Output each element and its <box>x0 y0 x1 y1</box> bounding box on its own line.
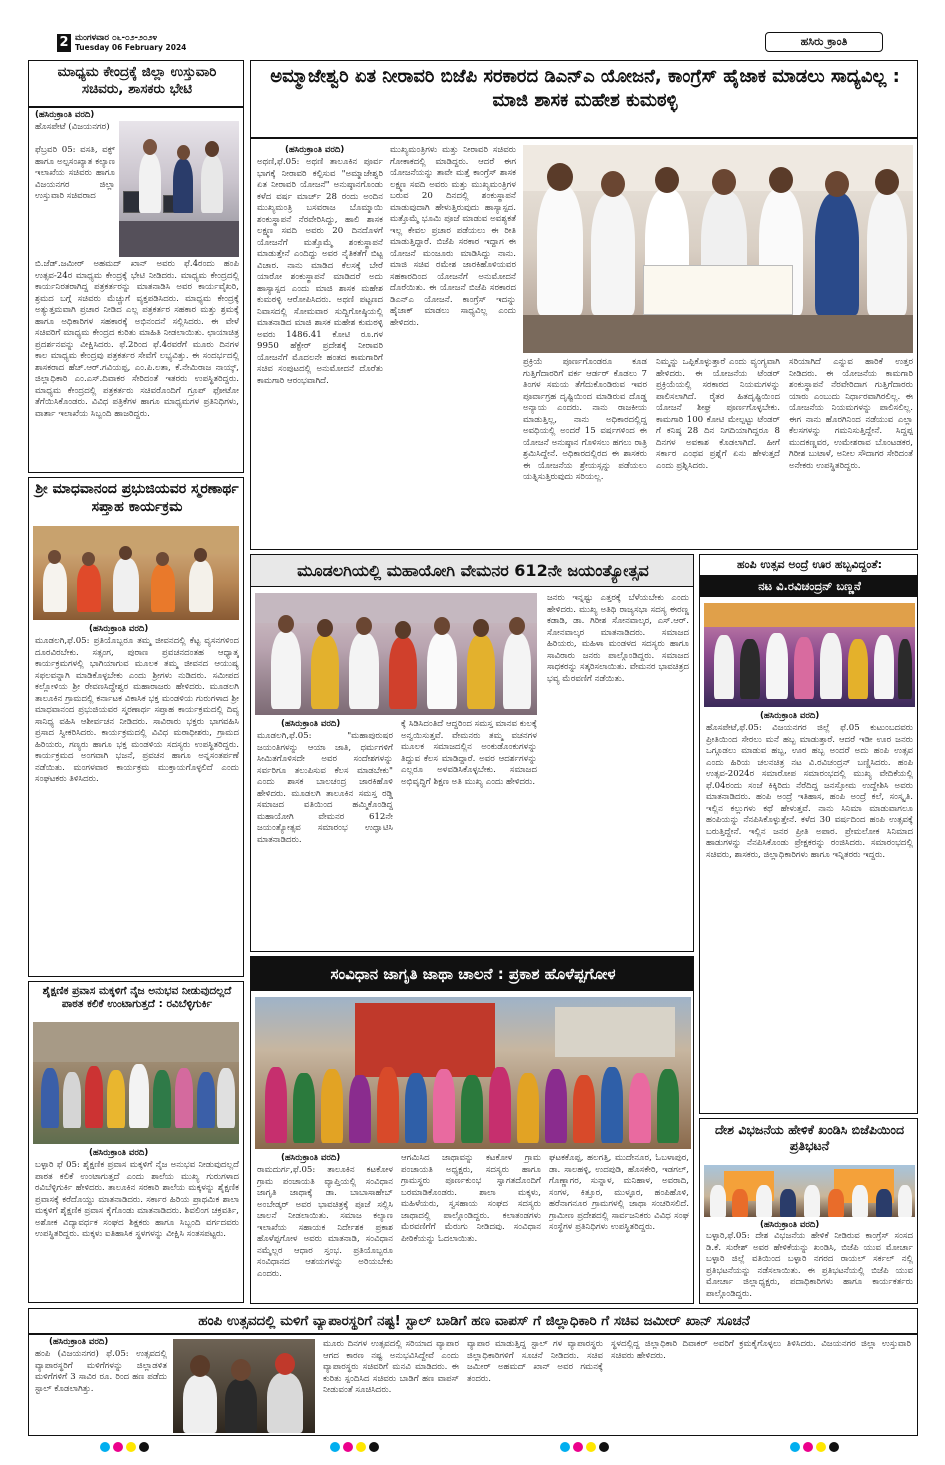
byline: (ಹಸಿರುಕ್ರಾಂತಿ ವರದಿ) <box>89 1148 149 1158</box>
body-col-4: ಸ್ಥಳದಲ್ಲಿದ್ದ ಜಿಲ್ಲಾಧಿಕಾರಿ ದಿವಾಕರ್ ಅವರಿಗೆ ಕ್ರಮಕೈಗೊಳ್ಳಲು ತಿಳಿಸಿದರು. ವಿಜಯನಗರ ಜಿಲ್ಲಾ ಉಸ್ತುವಾರಿ ಸಚಿವರು ಹೇಳಿದರು. <box>611 1339 911 1361</box>
photo-minister-media-centre <box>119 121 239 257</box>
registration-dot <box>343 1442 353 1452</box>
body: ಮೂಡಲಗಿ,ಫೆ.05: ಪ್ರತಿಯೊಬ್ಬರೂ ತಮ್ಮ ಜೀವನದಲ್ಲಿ ಕೆಟ್ಟ ವ್ಯಸನಗಳಿಂದ ದೂರವಿರಬೇಕು. ಸತ್ಸಂಗ, ಪುರಾಣ ಪ್ರವಚನದಂತಹ ಆಧ್ಯಾತ್ಮ ಕಾರ್ಯಕ್ರಮಗಳಲ್ಲಿ ಭಾಗಿಯಾಗುವ ಮೂಲಕ ತಮ್ಮ ಜೀವನದ ಆಯುಷ್ಯ ಸಫಲವನ್ನಾಗಿ ಮಾಡಿಕೊಳ್ಳಬೇಕು ಎಂದು ಶ್ರೀಗಳು ನುಡಿದರು. ಸಮೀಪದ ಕಲ್ಲೋಳಿಯ ಶ್ರೀ ರೇವಣಸಿದ್ಧೇಶ್ವರ ಮಹಾರಾಜರು ಹೇಳಿದರು. ಮೂಡಲಗಿ ತಾಲೂಕಿನ ಗ್ರಾಮದಲ್ಲಿ ಕರ್ನಾಟಕ ವಿಕಾಸಿಕ ಭಕ್ತ ಮಂಡಳಿಯ ಗುರುಗಳಾದ ಶ್ರೀ ಮಾಧವಾನಂದ ಪ್ರಭುಜಿಯವರ ಸ್ಮರಣಾರ್ಥ ಸಪ್ತಾಹ ಕಾರ್ಯಕ್ರಮದಲ್ಲಿ ದಿವ್ಯ ಸಾನಿಧ್ಯ ವಹಿಸಿ ಆಶೀರ್ವಚನ ನೀಡಿದರು. ಸಾವಿರಾರು ಭಕ್ತರು ಭಾಗವಹಿಸಿ ಪ್ರಸಾದ ಸ್ವೀಕರಿಸಿದರು. ಕಾರ್ಯಕ್ರಮದಲ್ಲಿ ವಿವಿಧ ಮಠಾಧೀಶರು, ಗ್ರಾಮದ ಹಿರಿಯರು, ಗಣ್ಯರು ಹಾಗೂ ಭಕ್ತ ಮಂಡಳಿಯ ಸದಸ್ಯರು ಉಪಸ್ಥಿತರಿದ್ದರು. ಕಾರ್ಯಕ್ರಮದ ಅಂಗವಾಗಿ ಭಜನೆ, ಪ್ರವಚನ ಹಾಗೂ ಅನ್ನಸಂತರ್ಪಣೆ ನಡೆಯಿತು. ಮಂಗಳವಾರ ಕಾರ್ಯಕ್ರಮ ಮುಕ್ತಾಯಗೊಳ್ಳಲಿದೆ ಎಂದು ಸಂಘಟಕರು ತಿಳಿಸಿದರು. <box>35 636 239 785</box>
headline: ಹಂಪಿ ಉತ್ಸವದಲ್ಲಿ ಮಳಿಗೆ ವ್ಯಾಪಾರಸ್ಥರಿಗೆ ನಷ್ಟ! ಸ್ಟಾಲ್ ಬಾಡಿಗೆ ಹಣ ವಾಪಸ್ ಗೆ ಜಿಲ್ಲಾಧಿಕಾರಿ ಗೆ ಸಚಿವ ಜಮೀರ್ ಖಾನ್ ಸೂಚನೆ <box>198 1313 750 1329</box>
registration-marks <box>0 1440 945 1460</box>
body: ಹೊಸಪೇಟೆ,ಫೆ.05: ವಿಜಯನಗರ ಜಿಲ್ಲೆ ಫೆ.05 ಕುಟುಂಬದವರು ಪ್ರೀತಿಯಿಂದ ಸೇರಲು ಮನೆ ಹಬ್ಬ ಮಾಡುತ್ತಾರೆ. ಆದರೆ ಇಡೀ ಊರ ಜನರು ಒಗ್ಗೂಡಲು ಮಾಡುವ ಹಬ್ಬ, ಊರ ಹಬ್ಬ ಅಂದರೆ ಅದು ಹಂಪಿ ಉತ್ಸವ ಎಂದು ಹಿರಿಯ ಚಲನಚಿತ್ರ ನಟ ವಿ.ರವಿಚಂದ್ರನ್ ಬಣ್ಣಿಸಿದರು. ಹಂಪಿ ಉತ್ಸವ-2024ರ ಸಮಾರೋಪ ಸಮಾರಂಭದಲ್ಲಿ ಮುಖ್ಯ ವೇದಿಕೆಯಲ್ಲಿ ಫೆ.04ರಂದು ಸಂಜೆ ಕಿಕ್ಕಿರಿದು ನೆರೆದಿದ್ದ ಜನಸ್ತೋಮ ಉದ್ದೇಶಿಸಿ ಅವರು ಮಾತನಾಡಿದರು. ಹಂಪಿ ಅಂದ್ರೆ ಇತಿಹಾಸ, ಹಂಪಿ ಅಂದ್ರೆ ಕಲೆ, ಸಂಸ್ಕೃತಿ. ಇಲ್ಲಿನ ಕಲ್ಲುಗಳು ಕಥೆ ಹೇಳುತ್ತವೆ. ನಾನು ಸಿನಿಮಾ ಮಾಡುವಾಗಲೂ ಹಂಪಿಯನ್ನು ನೆನಪಿಸಿಕೊಳ್ಳುತ್ತೇನೆ. ಕಳೆದ 30 ವರ್ಷದಿಂದ ಹಂಪಿ ಉತ್ಸವಕ್ಕೆ ಬರುತ್ತಿದ್ದೇನೆ. ಇಲ್ಲಿನ ಜನರ ಪ್ರೀತಿ ಅಪಾರ. ಪ್ರೇಮಲೋಕ ಸಿನಿಮಾದ ಹಾಡುಗಳನ್ನು ನೆನಪಿಸಿಕೊಂಡು ಪ್ರೇಕ್ಷಕರನ್ನು ರಂಜಿಸಿದರು. ಸಮಾರಂಭದಲ್ಲಿ ಸಚಿವರು, ಶಾಸಕರು, ಜಿಲ್ಲಾಧಿಕಾರಿಗಳು ಹಾಗೂ ಇನ್ನಿತರರು ಇದ್ದರು. <box>706 723 913 860</box>
date-english: Tuesday 06 February 2024 <box>75 43 187 52</box>
registration-dot <box>330 1442 340 1452</box>
registration-dot <box>560 1442 570 1452</box>
body-col-3b: ನಿಮ್ಮನ್ನು ಒಪ್ಪಿಕೊಳ್ಳುತ್ತಾರೆ ಎಂದು ವ್ಯಂಗ್ಯವಾಗಿ ಹೇಳಿದರು. ಈ ಯೋಜನೆಯ ಟೆಂಡರ್ ಪ್ರಕ್ರಿಯೆಯಲ್ಲಿ ಸರಕಾರದ ನಿಯಮಗಳನ್ನು ಪಾಲಿಸಲಾಗಿದೆ. ರೈತರ ಹಿತದೃಷ್ಟಿಯಿಂದ ಯೋಜನೆ ಶೀಘ್ರ ಪೂರ್ಣಗೊಳ್ಳಬೇಕು. ಕಾಮಗಾರಿ 100 ಕೋಟಿ ಮೇಲ್ಪಟ್ಟು ಟೆಂಡರ್ ಗೆ ಕನಿಷ್ಠ 28 ದಿನ ನಿಗದಿಯಾಗಿದ್ದರೂ 8 ದಿನಗಳ ಅವಕಾಶ ಕೊಡಲಾಗಿದೆ. ಹೀಗೆ ಸರ್ಕಾರ ಎಂಥವ ಪ್ರಶ್ನೆಗೆ ಏನು ಹೇಳುತ್ತದೆ ಎಂದು ಪ್ರಶ್ನಿಸಿದರು. <box>656 357 780 471</box>
story-samvidhana-jatha <box>250 956 694 1304</box>
body-col-3: ಘಟಕಕೊಪ್ಪ, ಹಲಗತ್ತಿ, ಮುದೇನೂರ, ಓಬಳಾಪುರ, ಡಾ. ಸಾಲಹಳ್ಳಿ, ಉದಪುಡಿ, ಹೊಸಕೇರಿ, ಇಡಗಲ್, ಗೊಣ್ಣಾಗರ, ಸುನ್ನಾಳ, ಮನಿಹಾಳ, ಅವರಾದಿ, ಸಂಗಳ, ಕಿತ್ತೂರ, ಮುಳ್ಳೂರ, ಹಂಪಿಹೊಳಿ, ಹರೆನಾಗನೂರ ಗ್ರಾಮಗಳಲ್ಲಿ ಜಾಥಾ ಸಂಚರಿಸಲಿದೆ. ಗ್ರಾಮೀಣ ಪ್ರದೇಶದಲ್ಲಿ ಸಾರ್ವಜನಿಕರು ವಿವಿಧ ಸಂಘ ಸಂಸ್ಥೆಗಳ ಪ್ರತಿನಿಧಿಗಳು ಉಪಸ್ಥಿತರಿದ್ದರು. <box>549 1153 689 1233</box>
registration-dot <box>139 1442 149 1452</box>
story-media-centre <box>28 60 244 473</box>
body-col-3: ವ್ಯಾಪಾರ ಮಾಡುತ್ತಿದ್ದ ಸ್ಟಾಲ್ ಗಳ ವ್ಯಾಪಾರಸ್ಥರು ಜಿಲ್ಲಾಧಿಕಾರಿಗಳಿಗೆ ಸೂಚನೆ ನೀಡಿದರು. ಸಚಿವ ಜಮೀರ್ ಅಹಮದ್ ಖಾನ್ ಅವರ ಗಮನಕ್ಕೆ ತಂದರು. <box>467 1339 603 1384</box>
headline-band: ನಟ ವಿ.ರವಿಚಂದ್ರನ್ ಬಣ್ಣನೆ <box>700 575 918 597</box>
body: ಬಳ್ಳಾರಿ,ಫೆ.05: ದೇಶ ವಿಭಜನೆಯ ಹೇಳಿಕೆ ನೀಡಿರುವ ಕಾಂಗ್ರೆಸ್ ಸಂಸದ ಡಿ.ಕೆ. ಸುರೇಶ್ ಅವರ ಹೇಳಿಕೆಯನ್ನು ಖಂಡಿಸಿ, ಬಿಜೆಪಿ ಯುವ ಮೋರ್ಚಾ ಬಳ್ಳಾರಿ ಜಿಲ್ಲೆ ವತಿಯಿಂದ ಬಳ್ಳಾರಿ ನಗರದ ರಾಯಲ್ ಸರ್ಕಲ್ ನಲ್ಲಿ ಪ್ರತಿಭಟನೆಯನ್ನು ನಡೆಸಲಾಯಿತು. ಈ ಪ್ರತಿಭಟನೆಯಲ್ಲಿ ಬಿಜೆಪಿ ಯುವ ಮೋರ್ಚಾ ಜಿಲ್ಲಾಧ್ಯಕ್ಷರು, ಪದಾಧಿಕಾರಿಗಳು ಹಾಗೂ ಕಾರ್ಯಕರ್ತರು ಪಾಲ್ಗೊಂಡಿದ್ದರು. <box>706 1231 913 1299</box>
registration-dot <box>816 1442 826 1452</box>
headline: ಶೈಕ್ಷಣಿಕ ಪ್ರವಾಸ ಮಕ್ಕಳಿಗೆ ನೈಜ ಅನುಭವ ನೀಡುವುದಲ್ಲದೆ ಪಾಠತ ಕಲಿಕೆ ಉಂಟಾಗುತ್ತದೆ : ರವಿಬೆಳ್ಳಿಗುರ್ಕಿ <box>42 985 232 1011</box>
registration-dot <box>829 1442 839 1452</box>
byline: (ಹಸಿರುಕ್ರಾಂತಿ ವರದಿ) <box>760 1220 820 1230</box>
photo-saptaha-stage <box>33 526 239 620</box>
body-col-2: ಮೂರು ದಿನಗಳ ಉತ್ಸವದಲ್ಲಿ ಸರಿಯಾದ ವ್ಯಾಪಾರ ಆಗದ ಕಾರಣ ನಷ್ಟ ಅನುಭವಿಸಿದ್ದೇವೆ ಎಂದು ವ್ಯಾಪಾರಸ್ಥರು ಸಚಿವರಿಗೆ ಮನವಿ ಮಾಡಿದರು. ಈ ಕುರಿತು ಸ್ಪಂದಿಸಿದ ಸಚಿವರು ಬಾಡಿಗೆ ಹಣ ವಾಪಸ್ ನೀಡುವಂತೆ ಸೂಚಿಸಿದರು. <box>323 1339 459 1396</box>
paper-name-logo: ಹಸಿರು ಕ್ರಾಂತಿ <box>765 32 883 52</box>
story-hampi-stall-loss <box>28 1308 918 1436</box>
photo-jatha-procession <box>255 997 691 1149</box>
lead-story-irrigation <box>250 60 918 550</box>
registration-dot <box>356 1442 366 1452</box>
body-col-2: ಕ್ಕೆ ಸಿಡಿಸಿದಂತಿದೆ ಆದ್ದರಿಂದ ಸಮಸ್ತ ಮಾನವ ಕುಲಕ್ಕೆ ಅನ್ವಯಿಸುತ್ತವೆ. ವೇಮನರು ತಮ್ಮ ವಚನಗಳ ಮೂಲಕ ಸಮಾಜದಲ್ಲಿನ ಅಂಕುಡೊಂಕುಗಳನ್ನು ತಿದ್ದುವ ಕೆಲಸ ಮಾಡಿದ್ದಾರೆ. ಅವರ ಆದರ್ಶಗಳನ್ನು ಎಲ್ಲರೂ ಅಳವಡಿಸಿಕೊಳ್ಳಬೇಕು. ಸಮಾಜದ ಅಭಿವೃದ್ಧಿಗೆ ಶಿಕ್ಷಣ ಅತಿ ಮುಖ್ಯ ಎಂದು ಹೇಳಿದರು. <box>401 719 537 787</box>
registration-dot <box>126 1442 136 1452</box>
byline: (ಹಸಿರುಕ್ರಾಂತಿ ವರದಿ) <box>285 145 345 155</box>
body-col-2: ಮುಖ್ಯಮಂತ್ರಿಗಳು ಮತ್ತು ನೀರಾವರಿ ಸಚಿವರು ಗೋಕಾಕದಲ್ಲಿ ಮಾಡಿದ್ದರು. ಆದರೆ ಈಗ ಯೋಜನೆಯನ್ನು ತಾವೇ ಮತ್ತೆ ಕಾಂಗ್ರೆಸ್ ಶಾಸಕ ಲಕ್ಷ್ಮಣ ಸವದಿ ಅವರು ಮತ್ತು ಮುಖ್ಯಮಂತ್ರಿಗಳ ಬರುವ 20 ದಿನದಲ್ಲಿ ಶಂಕುಸ್ಥಾಪನೆ ಮಾಡುವುದಾಗಿ ಹೇಳುತ್ತಿರುವುದು ಹಾಸ್ಯಾಸ್ಪದ. ಮತ್ತೊಮ್ಮೆ ಭೂಮಿ ಪೂಜೆ ಮಾಡುವ ಅವಶ್ಯಕತೆ ಇಲ್ಲ ಕೇವಲ ಪ್ರಚಾರ ಪಡೆಯಲು ಈ ರೀತಿ ಮಾಡುತ್ತಿದ್ದಾರೆ. ಬಿಜೆಪಿ ಸರಕಾರ ಇದ್ದಾಗ ಈ ಯೋಜನೆ ಮಂಜೂರು ಮಾಡಿಸಿದ್ದು ನಾನು. ಮಾಜಿ ಸಚಿವ ರಮೇಶ ಜಾರಕಿಹೊಳಿಯವರ ಸಹಕಾರದಿಂದ ಯೋಜನೆಗೆ ಅನುಮೋದನೆ ದೊರೆಯಿತು. ಈ ಯೋಜನೆ ಬಿಜೆಪಿ ಸರಕಾರದ ಡಿಎನ್‌ಎ ಯೋಜನೆ. ಕಾಂಗ್ರೆಸ್ ಇದನ್ನು ಹೈಜಾಕ್ ಮಾಡಲು ಸಾಧ್ಯವಿಲ್ಲ ಎಂದು ಹೇಳಿದರು. <box>390 145 516 328</box>
headline: ಶ್ರೀ ಮಾಧವಾನಂದ ಪ್ರಭುಜಿಯವರ ಸ್ಮರಣಾರ್ಥ ಸಪ್ತಾಹ ಕಾರ್ಯಕ್ರಮ <box>35 481 239 515</box>
story-educational-trip <box>28 981 244 1303</box>
photo-bjp-protest <box>704 1165 915 1217</box>
story-saptaha <box>28 477 244 977</box>
story-vemana-jayanti <box>250 554 694 952</box>
story-hampi-ravichandran <box>699 554 918 1114</box>
registration-dot <box>113 1442 123 1452</box>
photo-hampi-stage <box>704 603 915 707</box>
body-col-3a: ಪ್ರಕ್ರಿಯೆ ಪೂರ್ಣಗೊಂಡರೂ ಕೂಡ ಗುತ್ತಿಗೆದಾರರಿಗೆ ವರ್ಕ ಆರ್ಡರ್ ಕೊಡಲು 7 ತಿಂಗಳ ಸಮಯ ತೆಗೆದುಕೊಂಡಿರುವ ಇವರ ಪೂರ್ವಾಗ್ರಹ ದೃಷ್ಟಿಯಿಂದ ಮಾಡಿರುವ ದೊಡ್ಡ ಅನ್ಯಾಯ ಎಂದರು. ನಾನು ರಾಜಕೀಯ ಮಾಡುತ್ತಿಲ್ಲ, ನಾನು ಅಧಿಕಾರದಲ್ಲಿದ್ದ ಅವಧಿಯಲ್ಲಿ ಅಂದರೆ 15 ವರ್ಷಗಳಿಂದ ಈ ಯೋಜನೆ ಅನುಷ್ಠಾನ ಗೊಳಿಸಲು ಹಗಲು ರಾತ್ರಿ ಶ್ರಮಿಸಿದ್ದೇನೆ. ಅಧಿಕಾರದಲ್ಲಿರದ ಈ ಶಾಸಕರು ಈ ಯೋಜನೆಯ ಶ್ರೇಯಸ್ಸನ್ನು ಪಡೆಯಲು ಯತ್ನಿಸುತ್ತಿರುವುದು ಸರಿಯಲ್ಲ. <box>523 357 647 483</box>
headline: ಹಂಪಿ ಉತ್ಸವ ಅಂದ್ರೆ ಊರ ಹಬ್ಬವಿದ್ದಂತೆ: <box>737 558 882 571</box>
body-col-1: ಅಥಣಿ,ಫೆ.05: ಅಥಣಿ ತಾಲೂಕಿನ ಪೂರ್ವ ಭಾಗಕ್ಕೆ ನೀರಾವರಿ ಕಲ್ಪಿಸುವ "ಅಮ್ಮಾಜೇಶ್ವರಿ ಏತ ನೀರಾವರಿ ಯೋಜನೆ" ಅನುಷ್ಠಾನಗೊಂಡು ಕಳೆದ ವರ್ಷ ಮಾರ್ಚ್ 28 ರಂದು ಅಂದಿನ ಮುಖ್ಯಮಂತ್ರಿ ಬಸವರಾಜ ಬೊಮ್ಮಾಯಿ ಶಂಕುಸ್ಥಾಪನೆ ನೆರವೇರಿಸಿದ್ದು, ಹಾಲಿ ಶಾಸಕ ಲಕ್ಷ್ಮಣ ಸವದಿ ಅವರು 20 ದಿನದೊಳಗೆ ಯೋಜನೆಗೆ ಮತ್ತೊಮ್ಮೆ ಶಂಕುಸ್ಥಾಪನೆ ಮಾಡುತ್ತೇನೆ ಎಂದಿದ್ದು ಅವರ ನೈತಿಕತೆಗೆ ಬಿಟ್ಟ ವಿಚಾರ. ನಾನು ಮಾಡಿದ ಕೆಲಸಕ್ಕೆ ಬೇರೆ ಯಾರೋ ಶಂಕುಸ್ಥಾಪನೆ ಮಾಡಿದರೆ ಅದು ಹಾಸ್ಯಾಸ್ಪದ ಎಂದು ಮಾಜಿ ಶಾಸಕ ಮಹೇಶ ಕುಮಠಳ್ಳಿ ಆರೋಪಿಸಿದರು. ಅಥಣಿ ಪಟ್ಟಣದ ನಿವಾಸದಲ್ಲಿ ಸೋಮವಾರ ಸುದ್ದಿಗೋಷ್ಠಿಯಲ್ಲಿ ಮಾತನಾಡಿದ ಮಾಜಿ ಶಾಸಕ ಮಹೇಶ ಕುಮಠಳ್ಳಿ ಅವರು 1486.41 ಕೋಟಿ ರೂ.ಗಳ 9950 ಹೆಕ್ಟೇರ್ ಪ್ರದೇಶಕ್ಕೆ ನೀರಾವರಿ ಯೋಜನೆಗೆ ಮೊದಲನೇ ಹಂತದ ಕಾಮಗಾರಿಗೆ ಸಚಿವ ಸಂಪುಟದಲ್ಲಿ ಅನುಮೋದನೆ ದೊರೆತು ಕಾಮಗಾರಿ ಆರಂಭವಾಗಿದೆ. <box>257 157 383 386</box>
body-col-3: ಜನರು ಇನ್ನಷ್ಟು ಎತ್ತರಕ್ಕೆ ಬೆಳೆಯಬೇಕು ಎಂದು ಹೇಳಿದರು. ಮುಖ್ಯ ಅತಿಥಿ ರಾಜ್ಯಸಭಾ ಸದಸ್ಯ ಈರಣ್ಣ ಕಡಾಡಿ, ಡಾ. ಗಿರೀಶ ಸೋನವಾಲ್ಕರ, ಎಸ್.ಆರ್. ಸೋನವಾಲ್ಕರ ಮಾತನಾಡಿದರು. ಸಮಾಜದ ಹಿರಿಯರು, ಮಹಿಳಾ ಮಂಡಳದ ಸದಸ್ಯರು ಹಾಗೂ ಸಾವಿರಾರು ಜನರು ಪಾಲ್ಗೊಂಡಿದ್ದರು. ಸಮಾಜದ ಸಾಧಕರನ್ನು ಸತ್ಕರಿಸಲಾಯಿತು. ವೇಮನರ ಭಾವಚಿತ್ರದ ಭವ್ಯ ಮೆರವಣಿಗೆ ನಡೆಯಿತು. <box>547 593 689 684</box>
headline: ದೇಶ ವಿಭಜನೆಯ ಹೇಳಿಕೆ ಖಂಡಿಸಿ ಬಿಜೆಪಿಯಿಂದ ಪ್ರತಿಭಟನೆ <box>714 1122 905 1153</box>
photo-vemana-stage <box>255 593 537 715</box>
registration-dot <box>599 1442 609 1452</box>
headline: ಮಾಧ್ಯಮ ಕೇಂದ್ರಕ್ಕೆ ಜಿಲ್ಲಾ ಉಸ್ತುವಾರಿ ಸಚಿವರು, ಶಾಸಕರು ಭೇಟಿ <box>57 64 217 97</box>
registration-dot <box>573 1442 583 1452</box>
body-col-2: ಆಗಮಿಸಿದ ಜಾಥಾವನ್ನು ಕಟಕೋಳ ಗ್ರಾಮ ಪಂಚಾಯತಿ ಅಧ್ಯಕ್ಷರು, ಸದಸ್ಯರು ಹಾಗೂ ಗ್ರಾಮಸ್ಥರು ಪೂರ್ಣಕುಂಭ ಸ್ವಾಗತದೊಂದಿಗೆ ಬರಮಾಡಿಕೊಂಡರು. ಶಾಲಾ ಮಕ್ಕಳು, ಮಹಿಳೆಯರು, ಸ್ವಸಹಾಯ ಸಂಘದ ಸದಸ್ಯರು ಜಾಥಾದಲ್ಲಿ ಪಾಲ್ಗೊಂಡಿದ್ದರು. ಕಲಾತಂಡಗಳು ಮೆರವಣಿಗೆಗೆ ಮೆರುಗು ನೀಡಿದವು. ಸಂವಿಧಾನ ಪೀಠಿಕೆಯನ್ನು ಓದಲಾಯಿತು. <box>401 1153 541 1244</box>
registration-dot <box>790 1442 800 1452</box>
registration-dot <box>586 1442 596 1452</box>
body-col-3c: ಸರಿಯಾಗಿದೆ ಎನ್ನುವ ಹಾರಿಕೆ ಉತ್ತರ ನೀಡಿದರು. ಈ ಯೋಜನೆಯ ಕಾಮಗಾರಿ ಶಂಕುಸ್ಥಾಪನೆ ನೆರವೇರಿದಾಗ ಗುತ್ತಿಗೆದಾರರು ಯಾರು ಎಂಬುದು ನಿರ್ಧಾರವಾಗಿರಲಿಲ್ಲ. ಈ ಯೋಜನೆಯ ನಿಯಮಗಳನ್ನು ಪಾಲಿಸಲಿಲ್ಲ. ಈಗ ನಾನು ಹೊರಗಿನಿಂದ ನಡೆಯುವ ಎಲ್ಲಾ ಕೆಲಸಗಳನ್ನು ಗಮನಿಸುತ್ತಿದ್ದೇನೆ. ಸಿದ್ದಪ್ಪ ಮುದಕಣ್ಣವರ, ಉಮೇಶರಾವ ಬೊಂಟಡಕರ, ಗಿರೀಶ ಬುಟಾಳೆ, ಅನೀಲ ಸೌದಾಗರ ಸೇರಿದಂತೆ ಅನೇಕರು ಉಪಸ್ಥಿತರಿದ್ದರು. <box>789 357 913 471</box>
body: ಬಳ್ಳಾರಿ ಫೆ 05: ಶೈಕ್ಷಣಿಕ ಪ್ರವಾಸ ಮಕ್ಕಳಿಗೆ ನೈಜ ಅನುಭವ ನೀಡುವುದಲ್ಲದೆ ಪಾಠತ ಕಲಿಕೆ ಉಂಟಾಗುತ್ತದೆ ಎಂದು ಶಾಲೆಯ ಮುಖ್ಯ ಗುರುಗಳಾದ ರವಿಬೆಳ್ಳಿಗುರ್ಕಿ ಹೇಳಿದರು. ತಾಲೂಕಿನ ಸರಕಾರಿ ಶಾಲೆಯ ಮಕ್ಕಳನ್ನು ಶೈಕ್ಷಣಿಕ ಪ್ರವಾಸಕ್ಕೆ ಕರೆದೊಯ್ದು ಮಾತನಾಡಿದರು. ಸರ್ಕಾರ ಹಿರಿಯ ಪ್ರಾಥಮಿಕ ಶಾಲಾ ಮಕ್ಕಳಿಗೆ ಶೈಕ್ಷಣಿಕ ಪ್ರವಾಸ ಕೈಗೊಂಡು ಮಾತನಾಡಿದರು. ಶಿವಲಿಂಗ ಚಕ್ರವರ್ತಿ, ಅಶೋಕ ವಿದ್ಯಾವರ್ಧಕ ಸಂಘದ ಶಿಕ್ಷಕರು ಹಾಗೂ ಸಿಬ್ಬಂದಿ ವರ್ಗದವರು ಉಪಸ್ಥಿತರಿದ್ದರು. ಮಕ್ಕಳು ಐತಿಹಾಸಿಕ ಸ್ಥಳಗಳನ್ನು ವೀಕ್ಷಿಸಿ ಸಂತಸಪಟ್ಟರು. <box>35 1160 239 1240</box>
registration-dot <box>369 1442 379 1452</box>
body: ಬಿ.ಜೆಡ್.ಜಮೀರ್ ಅಹಮದ್ ಖಾನ್ ಅವರು ಫೆ.4ರಂದು ಹಂಪಿ ಉತ್ಸವ-24ರ ಮಾಧ್ಯಮ ಕೇಂದ್ರಕ್ಕೆ ಭೇಟಿ ನೀಡಿದರು. ಮಾಧ್ಯಮ ಕೇಂದ್ರದಲ್ಲಿ ಕಾರ್ಯನಿರತರಾಗಿದ್ದ ಪತ್ರಕರ್ತರನ್ನು ಮಾತನಾಡಿಸಿ ಅವರ ಕಾರ್ಯವೈಖರಿ, ಶ್ರಮದ ಬಗ್ಗೆ ಸಚಿವರು ಮೆಚ್ಚುಗೆ ವ್ಯಕ್ತಪಡಿಸಿದರು. ಮಾಧ್ಯಮ ಕೇಂದ್ರಕ್ಕೆ ಅತ್ಯುತ್ತಮವಾಗಿ ಪ್ರಚಾರ ನೀಡಿದ ಎಲ್ಲ ಪತ್ರಕರ್ತರ ಸಹಕಾರ ಮತ್ತು ಶ್ರಮಕ್ಕೆ ಹಾಗೂ ಅಧಿಕಾರಿಗಳ ಸಹಕಾರಕ್ಕೆ ಅಭಿನಂದನೆ ಸಲ್ಲಿಸಿದರು. ಈ ವೇಳೆ ಸಚಿವರಿಗೆ ಮಾಧ್ಯಮ ಕೇಂದ್ರದ ಕುರಿತು ಮಾಹಿತಿ ನೀಡಲಾಯಿತು. ಛಾಯಾಚಿತ್ರ ಪ್ರದರ್ಶನವನ್ನು ವೀಕ್ಷಿಸಿದರು. ಫೆ.2ರಿಂದ ಫೆ.4ರವರೆಗೆ ಮೂರು ದಿನಗಳ ಕಾಲ ಮಾಧ್ಯಮ ಕೇಂದ್ರವು ಪತ್ರಕರ್ತರ ಸೇವೆಗೆ ಲಭ್ಯವಿತ್ತು. ಈ ಸಂದರ್ಭದಲ್ಲಿ ಶಾಸಕರಾದ ಹೆಚ್.ಆರ್.ಗವಿಯಪ್ಪ, ಎಂ.ಪಿ.ಲತಾ, ಕೆ.ನೇಮಿರಾಜ ನಾಯ್ಕ್, ಜಿಲ್ಲಾಧಿಕಾರಿ ಎಂ.ಎಸ್.ದಿವಾಕರ ಸೇರಿದಂತೆ ಇತರರು ಉಪಸ್ಥಿತರಿದ್ದರು. ಮಾಧ್ಯಮ ಕೇಂದ್ರದಲ್ಲಿ ಪತ್ರಕರ್ತರು ಸಚಿವರೊಂದಿಗೆ ಗ್ರೂಪ್ ಫೋಟೋ ತೆಗೆಯಿಸಿಕೊಂಡರು. ವಿವಿಧ ಪತ್ರಿಕೆಗಳ ಹಾಗೂ ಮಾಧ್ಯಮಗಳ ಪ್ರತಿನಿಧಿಗಳು, ವಾರ್ತಾ ಇಲಾಖೆಯ ಸಿಬ್ಬಂದಿ ಹಾಜರಿದ್ದರು. <box>35 259 239 419</box>
byline: (ಹಸಿರುಕ್ರಾಂತಿ ವರದಿ) <box>89 624 149 634</box>
photo-press-meet <box>523 145 913 353</box>
registration-dot <box>803 1442 813 1452</box>
registration-dot <box>100 1442 110 1452</box>
date-kannada: ಮಂಗಳವಾರ ೦೬-೦೨-೨೦೨೪ <box>75 33 158 43</box>
headline: ಅಮ್ಮಾಜೇಶ್ವರಿ ಏತ ನೀರಾವರಿ ಬಿಜೆಪಿ ಸರಕಾರದ ಡಿಎನ್‌ಎ ಯೋಜನೆ, ಕಾಂಗ್ರೆಸ್ ಹೈಜಾಕ ಮಾಡಲು ಸಾದ್ಯವಿಲ್ಲ : ಮಾಜಿ ಶಾಸಕ ಮಹೇಶ ಕುಮಠಳ್ಳಿ <box>270 66 900 112</box>
byline: (ಹಸಿರುಕ್ರಾಂತಿ ವರದಿ) <box>49 1337 109 1347</box>
photo-minister-stall <box>173 1339 315 1433</box>
body-col-1: ಹಂಪಿ (ವಿಜಯನಗರ) ಫೆ.05: ಉತ್ಸವದಲ್ಲಿ ವ್ಯಾಪಾರಸ್ಥರಿಗೆ ಮಳಿಗೆಗಳನ್ನು ಜಿಲ್ಲಾಡಳಿತ ಮಳಿಗೆಗಳಿಗೆ 3 ಸಾವಿರ ರೂ. ರಿಂದ ಹಣ ಪಡೆದು ಸ್ಟಾಲ್ ಕೊಡಲಾಗಿತ್ತು. <box>35 1349 167 1394</box>
dateline: ಹೊಸಪೇಟೆ (ವಿಜಯನಗರ) <box>35 122 110 132</box>
byline: (ಹಸಿರುಕ್ರಾಂತಿ ವರದಿ) <box>35 110 95 120</box>
byline: (ಹಸಿರುಕ್ರಾಂತಿ ವರದಿ) <box>281 719 341 729</box>
byline: (ಹಸಿರುಕ್ರಾಂತಿ ವರದಿ) <box>281 1153 341 1163</box>
body-col-1: ರಾಮದುರ್ಗ,ಫೆ.05: ತಾಲೂಕಿನ ಕಟಕೋಳ ಗ್ರಾಮ ಪಂಚಾಯತಿ ವ್ಯಾಪ್ತಿಯಲ್ಲಿ ಸಂವಿಧಾನ ಜಾಗೃತಿ ಜಾಥಾಕ್ಕೆ ಡಾ. ಬಾಬಾಸಾಹೇಬ್ ಅಂಬೇಡ್ಕರ್ ಅವರ ಭಾವಚಿತ್ರಕ್ಕೆ ಪೂಜೆ ಸಲ್ಲಿಸಿ ಚಾಲನೆ ನೀಡಲಾಯಿತು. ಸಮಾಜ ಕಲ್ಯಾಣ ಇಲಾಖೆಯ ಸಹಾಯಕ ನಿರ್ದೇಶಕ ಪ್ರಕಾಶ ಹೊಳೆಪ್ಪಗೋಳ ಅವರು ಮಾತನಾಡಿ, ಸಂವಿಧಾನ ನಮ್ಮೆಲ್ಲರ ಆಧಾರ ಸ್ತಂಭ. ಪ್ರತಿಯೊಬ್ಬರೂ ಸಂವಿಧಾನದ ಆಶಯಗಳನ್ನು ಅರಿಯಬೇಕು ಎಂದರು. <box>257 1165 393 1279</box>
photo-school-children <box>33 1022 239 1144</box>
body-col-1: ಮೂಡಲಗಿ,ಫೆ.05: "ಮಹಾಪುರುಷರ ಜಯಂತಿಗಳನ್ನು ಆಯಾ ಜಾತಿ, ಧರ್ಮಗಳಿಗೆ ಸೀಮಿತಗೊಳಿಸದೇ ಅವರ ಸಂದೇಶಗಳನ್ನು ಸರ್ವರಿಗೂ ತಲುಪಿಸುವ ಕೆಲಸ ಮಾಡಬೇಕು" ಎಂದು ಶಾಸಕ ಬಾಲಚಂದ್ರ ಜಾರಕಿಹೊಳಿ ಹೇಳಿದರು. ಮೂಡಲಗಿ ತಾಲೂಕಿನ ಸಮಸ್ತ ರಡ್ಡಿ ಸಮಾಜದ ವತಿಯಿಂದ ಹಮ್ಮಿಕೊಂಡಿದ್ದ ಮಹಾಯೋಗಿ ವೇಮನರ 612ನೇ ಜಯಂತ್ಯೋತ್ಸವ ಸಮಾರಂಭ ಉದ್ಘಾಟಿಸಿ ಮಾತನಾಡಿದರು. <box>257 731 393 845</box>
page-number: 2 <box>57 34 71 52</box>
headline: ಮೂಡಲಗಿಯಲ್ಲಿ ಮಹಾಯೋಗಿ ವೇಮನರ 612ನೇ ಜಯಂತ್ಯೋತ್ಸವ <box>251 555 694 587</box>
byline: (ಹಸಿರುಕ್ರಾಂತಿ ವರದಿ) <box>760 711 820 721</box>
story-bjp-protest <box>699 1118 918 1304</box>
headline: ಸಂವಿಧಾನ ಜಾಗೃತಿ ಜಾಥಾ ಚಾಲನೆ : ಪ್ರಕಾಶ ಹೊಳೆಪ್ಪಗೋಳ <box>251 957 694 991</box>
masthead <box>55 33 883 53</box>
body-lead: ಫೆಬ್ರವರಿ 05: ವಸತಿ, ವಕ್ಫ್ ಹಾಗೂ ಅಲ್ಪಸಂಖ್ಯಾತ ಕಲ್ಯಾಣ ಇಲಾಖೆಯ ಸಚಿವರು ಹಾಗೂ ವಿಜಯನಗರ ಜಿಲ್ಲಾ ಉಸ್ತುವಾರಿ ಸಚಿವರಾದ <box>35 145 115 202</box>
